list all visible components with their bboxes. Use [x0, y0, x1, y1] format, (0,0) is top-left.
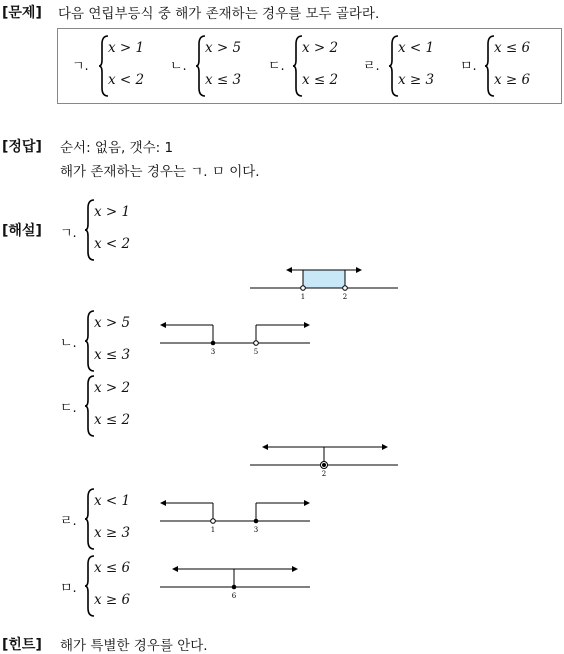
explanation-system [84, 198, 144, 262]
option-system [484, 34, 544, 98]
explanation-inequality: x > 2 [94, 380, 131, 396]
number-line-e [158, 562, 314, 604]
option-inequality: x > 5 [205, 40, 242, 56]
point-label: 3 [253, 526, 259, 534]
answer-line-1: 순서: 없음, 갯수: 1 [60, 140, 174, 156]
problem-tag: [문제] [2, 5, 42, 21]
arrow-right-icon [356, 267, 362, 273]
explanation-label: ㄴ. [60, 336, 77, 351]
explanation-inequality: x > 1 [94, 204, 131, 220]
explanation-label: ㅁ. [60, 581, 77, 596]
number-line-d [158, 496, 314, 538]
explanation-system [84, 374, 144, 438]
explanation-label: ㄱ. [60, 226, 77, 241]
explanation-inequality: x ≥ 6 [94, 592, 131, 608]
point-label: 2 [321, 470, 327, 478]
arrow-left-icon [160, 500, 166, 506]
closed-point [322, 463, 326, 467]
closed-point [211, 341, 216, 346]
number-line-b [158, 318, 314, 360]
closed-point [254, 519, 259, 524]
arrow-right-icon [382, 444, 388, 450]
arrow-left-icon [262, 444, 268, 450]
arrow-right-icon [304, 322, 310, 328]
explanation-inequality: x > 5 [94, 315, 131, 331]
option-inequality: x < 2 [108, 72, 145, 88]
option-system [98, 34, 158, 98]
option-inequality: x > 2 [302, 40, 339, 56]
point-label: 1 [210, 526, 216, 534]
option-inequality: x ≤ 2 [302, 72, 339, 88]
arrow-right-icon [304, 500, 310, 506]
explanation-system [84, 554, 144, 618]
number-line-a [248, 262, 402, 302]
explanation-inequality: x < 1 [94, 493, 131, 509]
option-label: ㄹ. [363, 59, 380, 74]
answer-tag: [정답] [2, 139, 42, 155]
problem-text: 다음 연립부등식 중 해가 존재하는 경우를 모두 골라라. [58, 6, 380, 22]
point-label: 3 [210, 348, 216, 356]
closed-point [232, 585, 237, 590]
point-label: 5 [253, 348, 259, 356]
arrow-left-icon [172, 566, 178, 572]
option-label: ㅁ. [460, 59, 477, 74]
explanation-tag: [해설] [2, 223, 42, 239]
option-inequality: x < 1 [398, 40, 435, 56]
arrow-left-icon [286, 267, 292, 273]
option-inequality: x ≤ 6 [494, 40, 531, 56]
option-label: ㄴ. [170, 59, 187, 74]
open-point [301, 286, 306, 291]
option-label: ㄱ. [72, 59, 89, 74]
explanation-inequality: x ≤ 6 [94, 560, 131, 576]
point-label: 1 [300, 293, 306, 301]
explanation-inequality: x < 2 [94, 236, 131, 252]
explanation-inequality: x ≤ 3 [94, 347, 131, 363]
arrow-right-icon [292, 566, 298, 572]
hint-text: 해가 특별한 경우를 안다. [60, 638, 208, 654]
point-label: 6 [231, 592, 237, 600]
explanation-system [84, 309, 144, 373]
arrow-left-icon [160, 322, 166, 328]
option-inequality: x ≥ 6 [494, 72, 531, 88]
open-point [343, 286, 348, 291]
explanation-inequality: x ≥ 3 [94, 525, 131, 541]
option-system [388, 34, 448, 98]
options-box [57, 28, 562, 104]
number-line-c [248, 440, 402, 480]
answer-line-2: 해가 존재하는 경우는 ㄱ. ㅁ 이다. [60, 164, 260, 180]
option-inequality: x > 1 [108, 40, 145, 56]
solution-region [303, 270, 345, 288]
explanation-system [84, 487, 144, 551]
option-inequality: x ≤ 3 [205, 72, 242, 88]
explanation-label: ㄷ. [60, 401, 77, 416]
option-label: ㄷ. [268, 59, 285, 74]
option-system [195, 34, 255, 98]
explanation-label: ㄹ. [60, 514, 77, 529]
open-point [211, 519, 216, 524]
open-point [254, 341, 259, 346]
point-label: 2 [342, 293, 348, 301]
hint-tag: [힌트] [2, 637, 42, 653]
option-system [292, 34, 352, 98]
option-inequality: x ≥ 3 [398, 72, 435, 88]
explanation-inequality: x ≤ 2 [94, 412, 131, 428]
